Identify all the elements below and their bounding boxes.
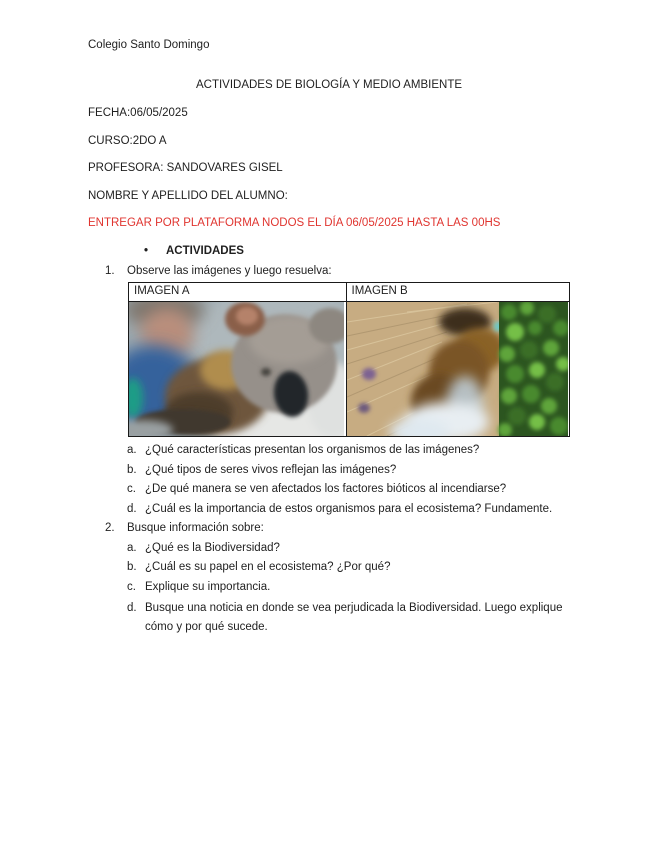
question-text: ¿Cuál es su papel en el ecosistema? ¿Por qué? xyxy=(145,561,391,573)
images-table-header-row xyxy=(129,283,570,302)
question-text: ¿Qué tipos de seres vivos reflejan las imágenes? xyxy=(145,463,397,476)
task-1-text: Observe las imágenes y luego resuelva: xyxy=(127,265,332,277)
date-line: FECHA:06/05/2025 xyxy=(88,107,188,119)
question-text: Busque una noticia en donde se vea perjudicada la Biodiversidad. Luego explique cómo y por qué sucede. xyxy=(145,602,563,633)
imagen-b-cell xyxy=(346,302,570,437)
task-1-number: 1. xyxy=(105,265,115,277)
question-text: Explique su importancia. xyxy=(145,580,271,593)
imagen-b-header-cell: IMAGEN B xyxy=(346,283,570,302)
question-text: ¿Cuál es la importancia de estos organismos para el ecosistema? Fundamente. xyxy=(145,502,553,515)
teacher-line: PROFESORA: SANDOVARES GISEL xyxy=(88,162,283,174)
question-label: b. xyxy=(127,463,137,476)
question-item xyxy=(88,443,570,457)
question-label: b. xyxy=(127,561,137,573)
imagen-a-header-cell: IMAGEN A xyxy=(129,283,347,302)
task-1 xyxy=(88,264,570,278)
burned-koala-rescue-photo xyxy=(129,302,344,436)
images-table xyxy=(128,282,570,437)
task-2-text: Busque información sobre: xyxy=(127,522,264,534)
deadline-notice: ENTREGAR POR PLATAFORMA NODOS EL DÍA 06/05/2025 HASTA LAS 00HS xyxy=(88,217,501,229)
task-2-questions xyxy=(88,541,570,638)
question-item xyxy=(88,502,570,516)
course-line: CURSO:2DO A xyxy=(88,134,167,147)
question-text: ¿De qué manera se ven afectados los factores bióticos al incendiarse? xyxy=(145,483,507,495)
question-label: d. xyxy=(127,602,137,614)
question-item xyxy=(88,599,570,637)
images-table-photo-row xyxy=(129,302,570,437)
aerial-deforestation-fire-photo xyxy=(347,302,568,436)
question-item xyxy=(88,560,570,574)
question-label: d. xyxy=(127,502,137,515)
question-item xyxy=(88,463,570,477)
document-title: ACTIVIDADES DE BIOLOGÍA Y MEDIO AMBIENTE xyxy=(195,79,463,91)
imagen-a-cell xyxy=(129,302,347,437)
question-item xyxy=(88,580,570,594)
task-1-questions xyxy=(88,443,570,516)
question-label: c. xyxy=(127,580,136,593)
question-text: ¿Qué es la Biodiversidad? xyxy=(145,541,280,554)
question-label: c. xyxy=(127,483,136,495)
question-item xyxy=(88,541,570,555)
student-name-line: NOMBRE Y APELLIDO DEL ALUMNO: xyxy=(88,189,288,202)
question-label: a. xyxy=(127,444,137,456)
question-label: a. xyxy=(127,541,137,554)
activities-label: ACTIVIDADES xyxy=(166,245,244,257)
task-2 xyxy=(88,521,570,535)
bullet-icon: • xyxy=(144,245,149,257)
question-text: ¿Qué características presentan los organismos de las imágenes? xyxy=(145,444,480,456)
question-item xyxy=(88,482,570,496)
activities-header xyxy=(88,244,570,258)
school-name: Colegio Santo Domingo xyxy=(88,39,210,51)
task-2-number: 2. xyxy=(105,522,115,534)
